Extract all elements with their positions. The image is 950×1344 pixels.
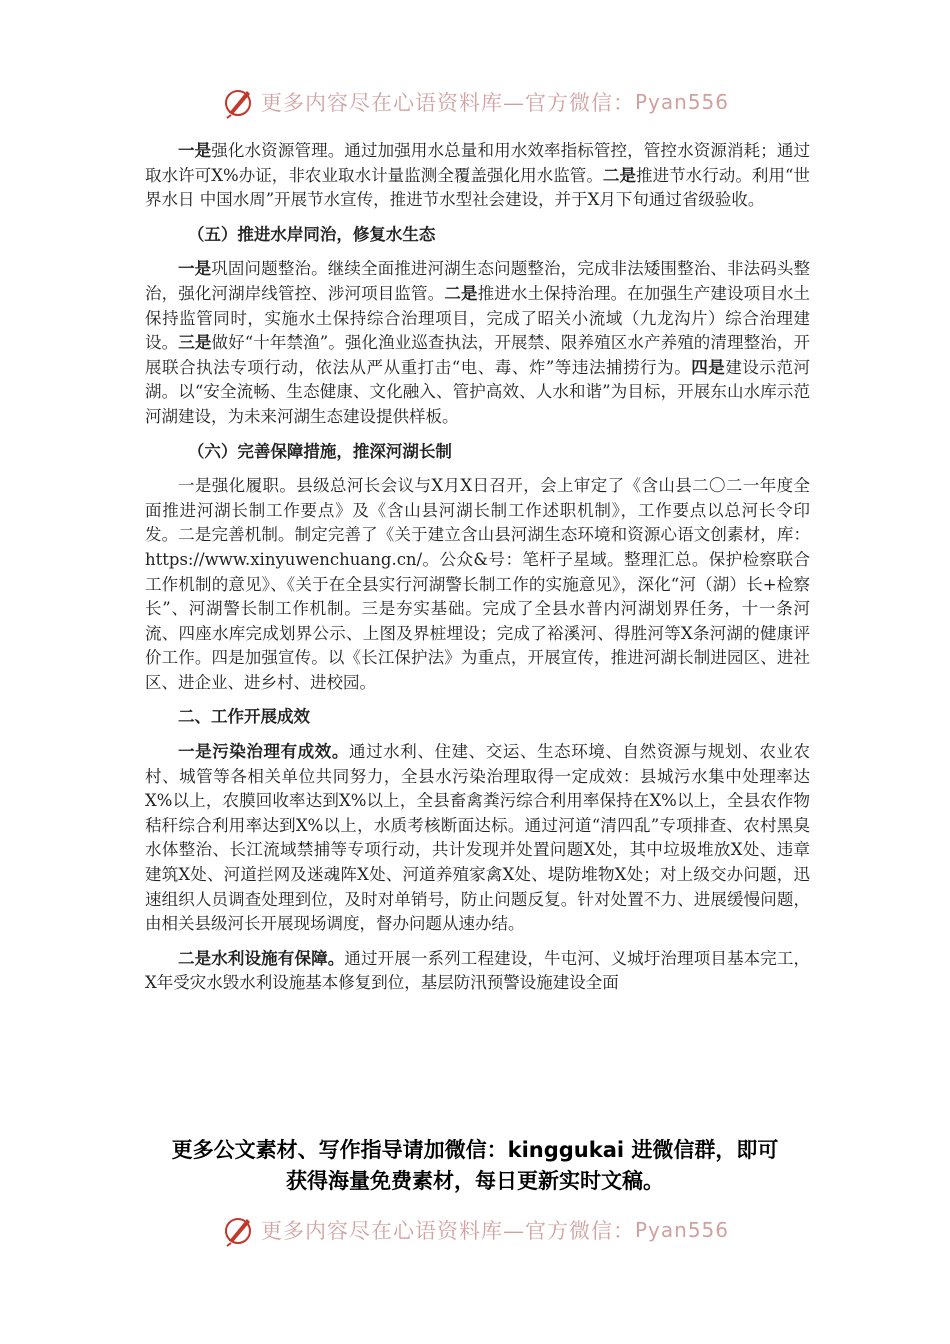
banner-wechat-id: Pyan556 <box>634 90 729 114</box>
promo-notice <box>100 1135 850 1197</box>
lead-phrase: 四是 <box>691 357 726 377</box>
lead-phrase: 三是 <box>178 333 212 353</box>
paragraph-pollution <box>145 740 810 937</box>
lead-phrase: 二是 <box>602 165 637 185</box>
lead-phrase: 一是 <box>178 259 212 279</box>
heading-section-6: （六）完善保障措施，推深河湖长制 <box>187 441 452 461</box>
paragraph-text: 建设示范河湖。以“安全流畅、生态健康、文化融入、管护高效、人水和谐”为目标，开展东山水库示范河湖建设，为未来河湖生态建设提供样板。 <box>145 357 811 426</box>
paragraph-text: 推进节水行动。利用“世界水日 中国水周”开展节水宣传，推进节水型社会建设，并于X月下旬通过省级验收。 <box>145 165 810 210</box>
paragraph-text: 通过水利、住建、交运、生态环境、自然资源与规划、农业农村、城管等各相关单位共同努力，全县水污染治理取得一定成效：县城污水集中处理率达X%以上，农膜回收率达到X%以上，全县畜禽粪污综合利用率保持在X%以上，全县农作物秸秆综合利用率达到X%以上，水质考核断面达标。通过河道“清四乱”专项排查、农村黑臭水体整治、长江流域禁捕等专项行动，共计发现并处置问题X处，其中垃圾堆放X处、违章建筑X处、河道拦网及迷魂阵X处、河道养殖家禽X处、堤防堆物X处；对上级交办问题，迅速组织人员调查处理到位，及时对单销号，防止问题反复。针对处置不力、进展缓慢问题，由相关县级河长开展现场调度，督办问题从速办结。 <box>145 742 811 934</box>
banner-text: 更多内容尽在心语资料库—官方微信： <box>260 1219 635 1243</box>
header-banner <box>0 82 950 122</box>
lead-phrase: 二是 <box>444 283 478 303</box>
promo-line: 获得海量免费素材，每日更新实时文稿。 <box>286 1169 664 1193</box>
paragraph-text: 推进水土保持治理。在加强生产建设项目水土保持监管同时，实施水土保持综合治理项目，完成了昭关小流域（九龙沟片）综合治理建设。 <box>145 283 811 353</box>
paragraph-text: 强化水资源管理。通过加强用水总量和用水效率指标管控，管控水资源消耗；通过取水许可X%办证，非农业取水计量监测全覆盖强化用水监管。 <box>145 141 811 185</box>
paragraph-text: 通过开展一系列工程建设，牛屯河、义城圩治理项目基本完工，X年受灾水毁水利设施基本修复到位，基层防汛预警设施建设全面 <box>145 948 811 993</box>
lead-phrase: 一是 <box>178 141 212 160</box>
heading-work-results: 二、工作开展成效 <box>178 707 310 727</box>
paragraph-safeguards: 一是强化履职。县级总河长会议与X月X日召开，会上审定了《含山县二〇二一年度全面推进河湖长制工作要点》及《含山县河湖长制工作述职机制》，工作要点以总河长令印发。二是完善机制。制定完善了《关于建立含山县河湖生态环境和资源心语文创素材，库：https://www.xinyuwenchuang.cn/。公众&号：笔杆子星域。整理汇总。保护检察联合工作机制的意见》、《关于在全县实行河湖警长制工作的实施意见》，深化“河（湖）长+检察长”、河湖警长制工作机制。三是夯实基础。完成了全县水普内河湖划界任务，十一条河流、四座水库完成划界公示、上图及界桩埋设；完成了裕溪河、得胜河等X条河湖的健康评价工作。四是加强宣传。以《长江保护法》为重点，开展宣传，推进河湖长制进园区、进社区、进企业、进乡村、进校园。 <box>145 476 810 692</box>
heading-section-5: （五）推进水岸同治，修复水生态 <box>187 224 436 244</box>
quill-pen-logo-icon <box>221 1213 255 1247</box>
lead-phrase: 一是污染治理有成效。 <box>178 742 349 762</box>
promo-line: 更多公文素材、写作指导请加微信：kinggukai 进微信群，即可 <box>171 1138 779 1162</box>
paragraph-text: 做好“十年禁渔”。强化渔业巡查执法，开展禁、限养殖区水产养殖的清理整治，开展联合执法专项行动，依法从严从重打击“电、毒、炸”等违法捕捞行为。 <box>145 333 811 377</box>
paragraph-water-resources <box>145 139 810 213</box>
document-body <box>145 139 810 996</box>
paragraph-water-ecology <box>145 257 810 429</box>
lead-phrase: 二是水利设施有保障。 <box>178 948 345 968</box>
paragraph-text: 巩固问题整治。继续全面推进河湖生态问题整治，完成非法矮围整治、非法码头整治，强化河湖岸线管控、涉河项目监管。 <box>145 259 811 303</box>
banner-text: 更多内容尽在心语资料库—官方微信： <box>260 91 635 115</box>
footer-banner <box>0 1210 950 1250</box>
paragraph-facilities <box>145 947 810 996</box>
quill-pen-logo-icon <box>221 85 255 119</box>
banner-wechat-id: Pyan556 <box>634 1218 729 1242</box>
